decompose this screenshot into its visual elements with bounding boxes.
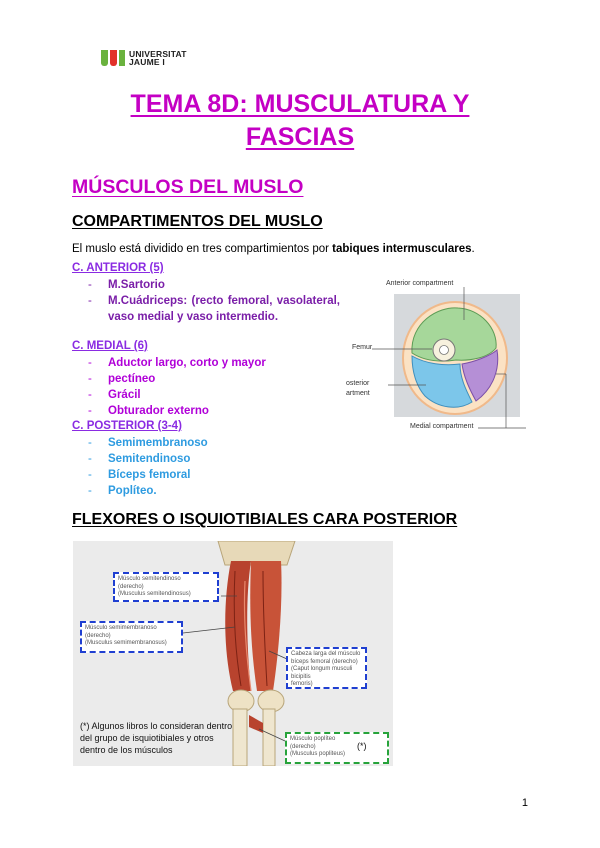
list-item: - Semimembranoso (88, 435, 208, 451)
logo-line-1: UNIVERSITAT (129, 49, 187, 59)
cross-section-diagram (348, 278, 528, 436)
intro-end: . (471, 243, 475, 255)
callout-biceps-femoral: Cabeza larga del músculo bíceps femoral (derecho) (Caput longum musculi bicipitis femoris) (286, 647, 367, 689)
list-item: - pectíneo (88, 371, 266, 387)
list-item: - Grácil (88, 387, 266, 403)
callout-semitendinoso: Músculo semitendinoso (derecho) (Musculus semitendinosus) (113, 572, 219, 602)
medial-list (88, 355, 266, 419)
label-femur: Femur (352, 344, 373, 351)
posterior-list (88, 435, 208, 499)
logo-line-2: JAUME I (129, 57, 165, 67)
uji-logo-icon (101, 50, 125, 66)
label-posterior-1: osterior (346, 380, 370, 387)
heading-flexors: FLEXORES O ISQUIOTIBIALES CARA POSTERIOR (72, 511, 458, 528)
thigh-cross-section-figure (348, 278, 528, 436)
list-item: - Obturador externo (88, 403, 266, 419)
asterisk-note: (*) Algunos libros lo consideran dentro del grupo de isquiotibiales y otros dentro de los músculos (80, 721, 233, 755)
section-medial-title: C. MEDIAL (6) (72, 340, 148, 352)
heading-muscles-thigh: MÚSCULOS DEL MUSLO (72, 176, 304, 198)
list-item: - Aductor largo, corto y mayor (88, 355, 266, 371)
university-logo (101, 50, 187, 66)
section-anterior-title: C. ANTERIOR (5) (72, 262, 164, 274)
list-item: - M.Sartorio (88, 277, 340, 293)
list-item: - Poplíteo. (88, 483, 208, 499)
intro-bold: tabiques intermusculares (332, 243, 472, 255)
list-item: - Semitendinoso (88, 451, 208, 467)
list-item: - M.Cuádriceps: (recto femoral, vasolateral, vaso medial y vaso intermedio. (88, 293, 340, 325)
page-number: 1 (521, 797, 528, 809)
anterior-list (88, 277, 340, 325)
section-posterior-title: C. POSTERIOR (3-4) (72, 420, 182, 432)
intro-text: El muslo está dividido en tres compartimientos por (72, 243, 333, 255)
label-posterior-2: artment (346, 390, 370, 397)
label-medial-compartment: Medial compartment (410, 423, 474, 430)
document-title-line-2: FASCIAS (245, 123, 355, 151)
heading-compartments: COMPARTIMENTOS DEL MUSLO (72, 213, 323, 230)
label-anterior-compartment: Anterior compartment (386, 280, 454, 287)
intro-paragraph (72, 243, 475, 255)
asterisk-marker: (*) (357, 741, 367, 751)
callout-popliteo: Músculo poplíteo (derecho) (Musculus popliteus) (285, 732, 389, 764)
callout-semimembranoso: Músculo semimembranoso (derecho) (Musculus semimembranosus) (80, 621, 183, 653)
document-title-line-1: TEMA 8D: MUSCULATURA Y (130, 90, 470, 118)
list-item: - Bíceps femoral (88, 467, 208, 483)
